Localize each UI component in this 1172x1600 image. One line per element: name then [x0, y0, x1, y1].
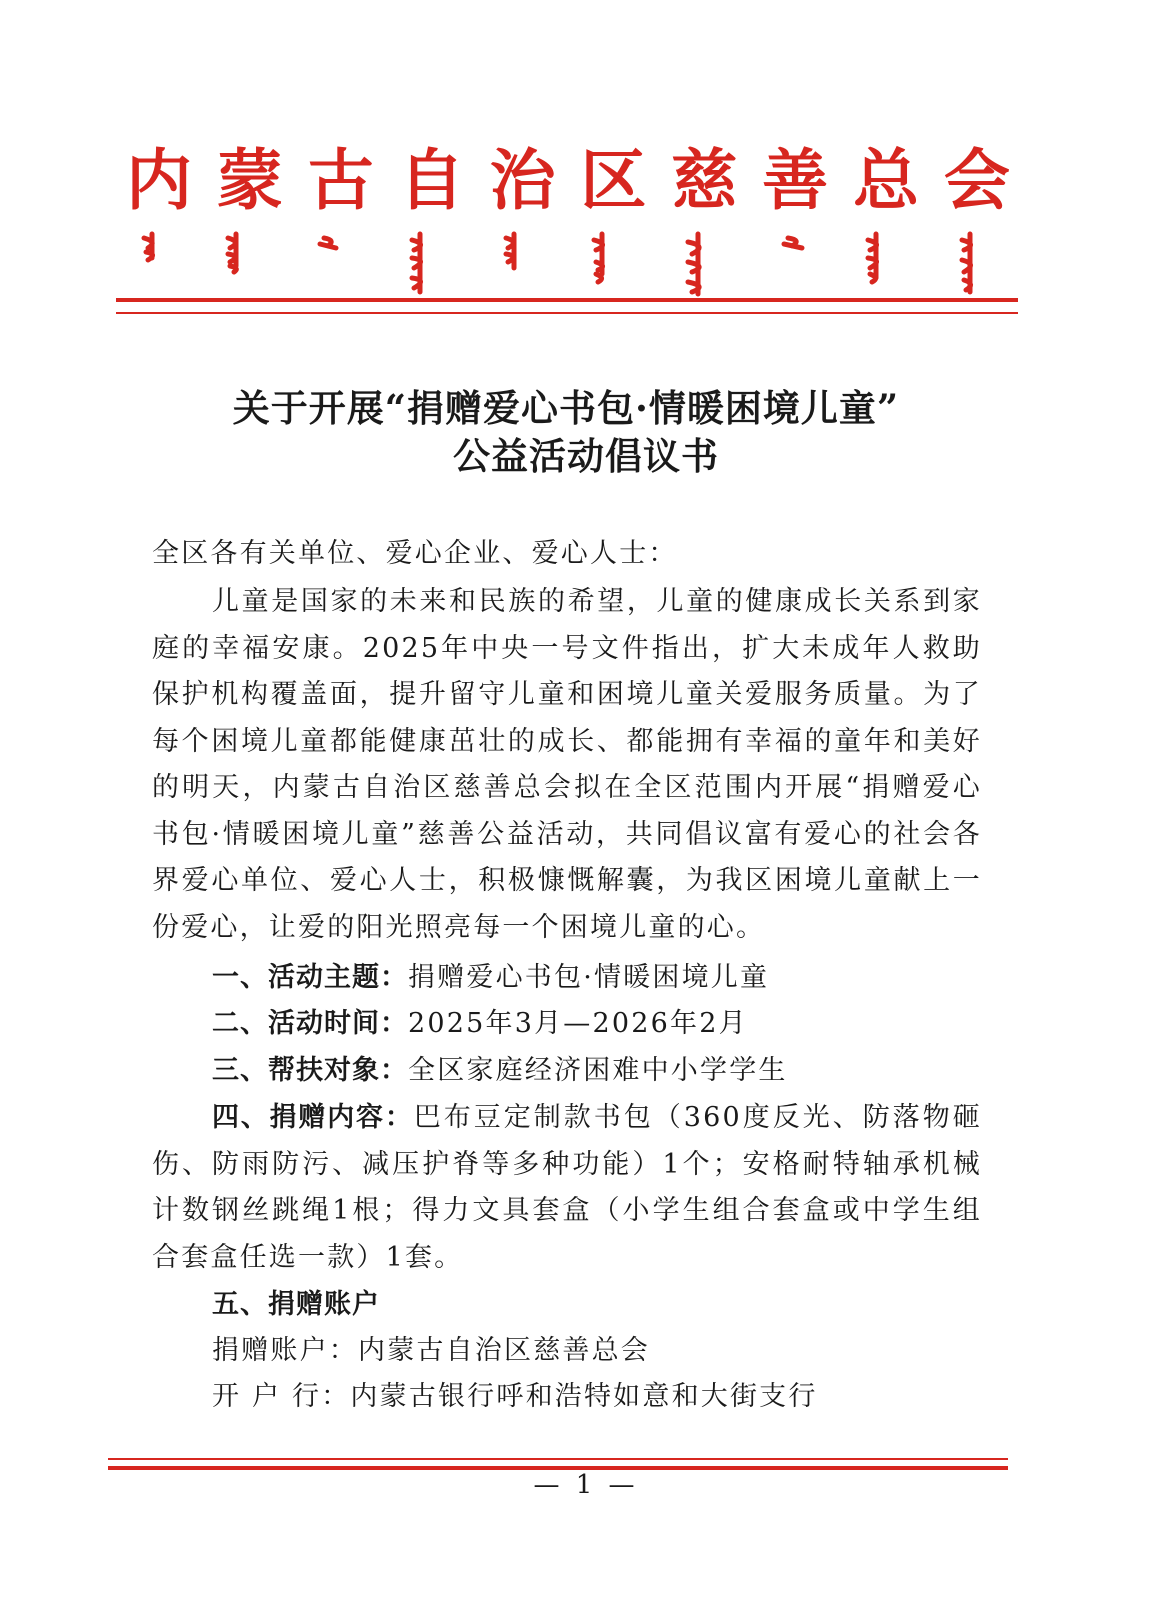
- item-target: [212, 1048, 788, 1094]
- item-time: [212, 1001, 748, 1047]
- item-account-heading: [212, 1282, 380, 1328]
- item-value: 巴布豆定制款书包（360度反光、防落物砸伤、防雨防污、减压护脊等多种功能）1个；安格耐特轴承机械计数钢丝跳绳1根；得力文具套盒（小学生组合套盒或中学生组合套盒任选一款）1套。: [152, 1102, 983, 1273]
- item-label: 五、捐赠账户: [212, 1289, 380, 1320]
- item-label: 四、捐赠内容：: [212, 1102, 414, 1133]
- letterhead-char: 区: [580, 141, 647, 219]
- letterhead-char: 内: [126, 141, 192, 219]
- item-value: 捐赠爱心书包·情暖困境儿童: [408, 962, 770, 993]
- letterhead-char: 总: [853, 141, 919, 219]
- letterhead-char: 治: [489, 141, 556, 219]
- account-name-label: 捐赠账户：: [212, 1335, 358, 1366]
- account-name-value: 内蒙古自治区慈善总会: [358, 1335, 650, 1366]
- item-theme: [212, 955, 769, 1001]
- account-bank-value: 内蒙古银行呼和浩特如意和大街支行: [350, 1381, 818, 1412]
- item-value: 2025年3月—2026年2月: [408, 1008, 748, 1039]
- account-bank-label: 开 户 行：: [212, 1381, 351, 1412]
- item-label: 一、活动主题：: [212, 962, 408, 993]
- page-number: — 1 —: [533, 1470, 639, 1500]
- letterhead-char: 慈: [671, 141, 738, 219]
- item-label: 二、活动时间：: [212, 1008, 408, 1039]
- footer-rule-thin: [108, 1458, 1008, 1460]
- account-name-row: [212, 1328, 650, 1374]
- letterhead-title: [118, 140, 1018, 220]
- letterhead-char: 蒙: [216, 141, 283, 219]
- letterhead-mongolian-script: [118, 228, 1018, 300]
- account-bank-row: [212, 1374, 818, 1420]
- letterhead-char: 会: [943, 141, 1010, 219]
- item-label: 三、帮扶对象：: [212, 1055, 408, 1086]
- body-paragraph: 儿童是国家的未来和民族的希望，儿童的健康成长关系到家庭的幸福安康。2025年中央一号文件指出，扩大未成年人救助保护机构覆盖面，提升留守儿童和困境儿童关爱服务质量。为了每个困境儿童都能健康茁壮的成长、都能拥有幸福的童年和美好的明天，内蒙古自治区慈善总会拟在全区范围内开展“捐赠爱心书包·情暖困境儿童”慈善公益活动，共同倡议富有爱心的社会各界爱心单位、爱心人士，积极慷慨解囊，为我区困境儿童献上一份爱心，让爱的阳光照亮每一个困境儿童的心。: [152, 586, 982, 943]
- letterhead-char: 自: [398, 141, 465, 219]
- salutation: 全区各有关单位、爱心企业、爱心人士：: [152, 538, 678, 569]
- document-title-line2: 公益活动倡议书: [453, 434, 719, 478]
- item-donation-content: [152, 1095, 982, 1281]
- document-title-line1: 关于开展“捐赠爱心书包·情暖困境儿童”: [232, 386, 900, 430]
- item-value: 全区家庭经济困难中小学学生: [408, 1055, 788, 1086]
- letterhead-rule-thin: [116, 312, 1018, 314]
- letterhead-char: 古: [307, 141, 374, 219]
- letterhead-char: 善: [762, 141, 829, 219]
- letterhead-rule-thick: [116, 298, 1018, 302]
